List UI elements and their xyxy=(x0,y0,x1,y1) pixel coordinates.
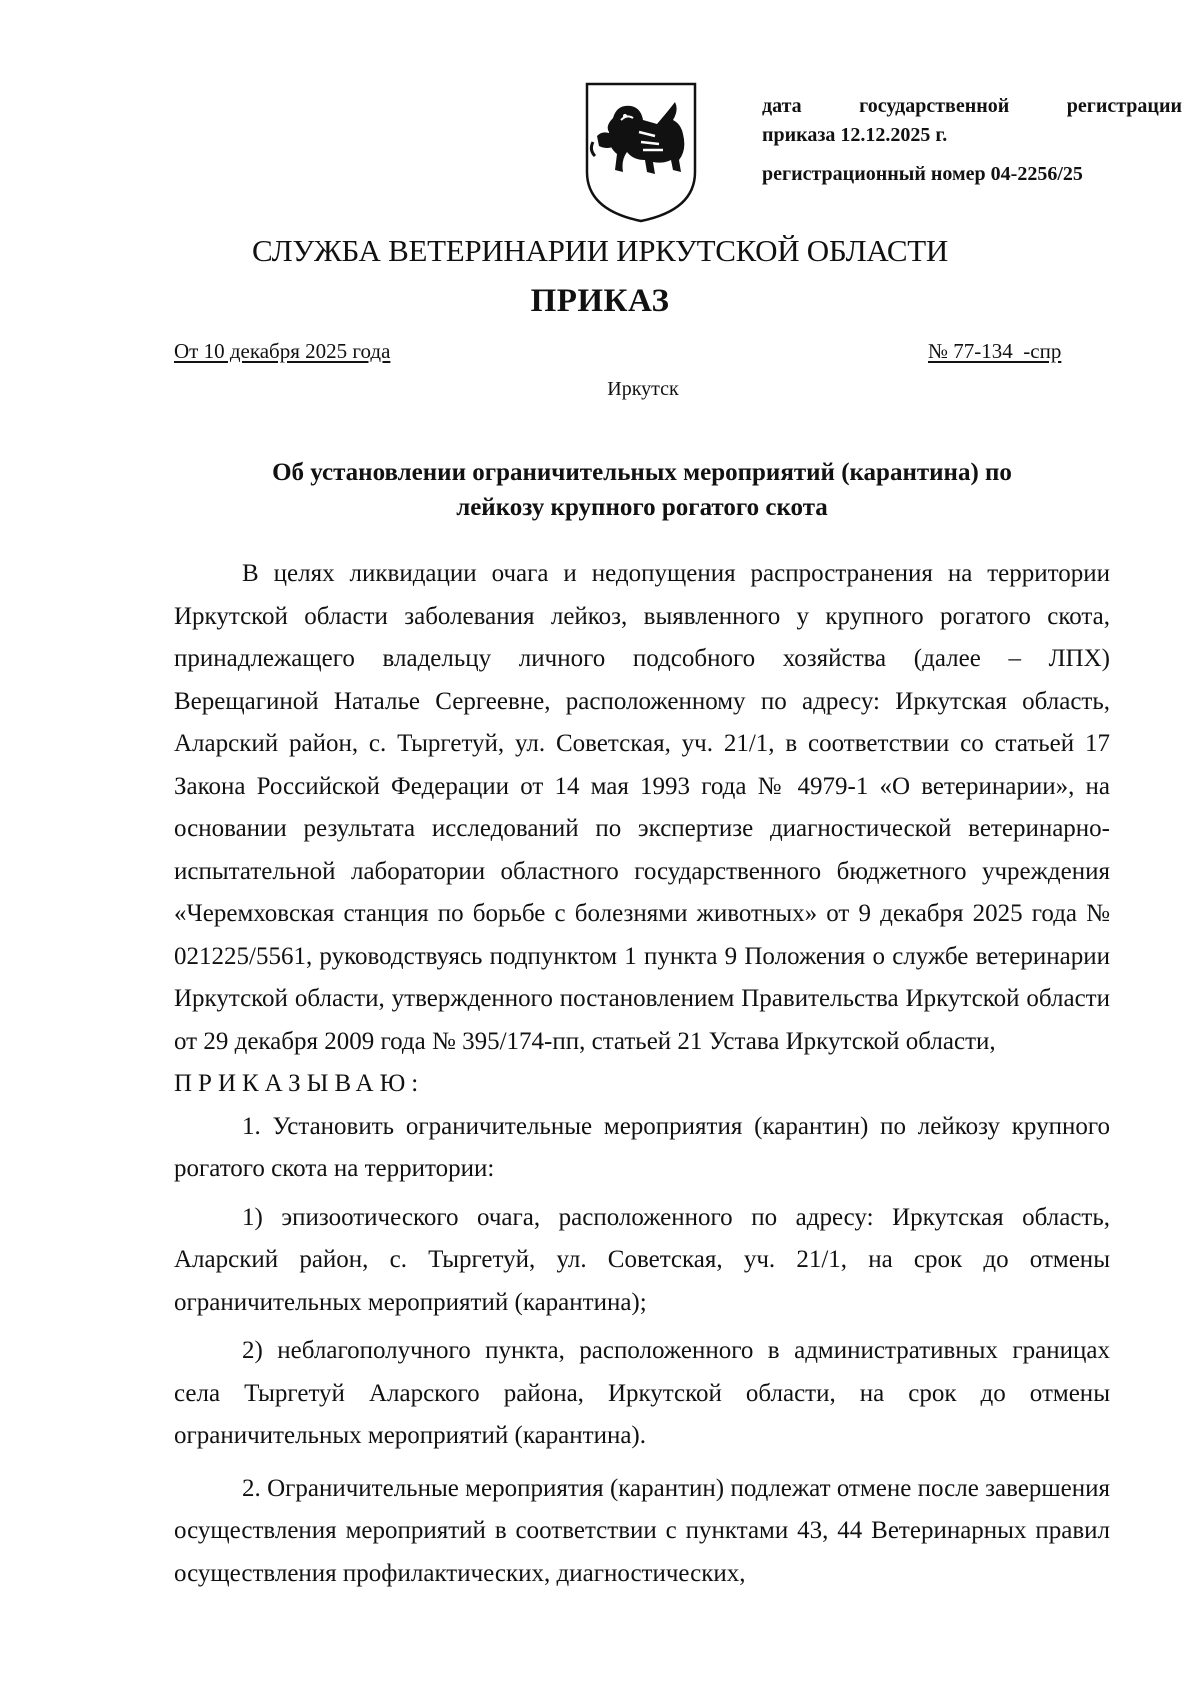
registration-date: приказа 12.12.2025 г. xyxy=(762,124,948,146)
subject-line-2: лейкозу крупного рогатого скота xyxy=(456,494,828,521)
order-word: ПРИКАЗЫВАЮ: xyxy=(174,1070,425,1097)
agency-name: СЛУЖБА ВЕТЕРИНАРИИ ИРКУТСКОЙ ОБЛАСТИ xyxy=(252,233,948,268)
order-number: № 77-134 -спр xyxy=(928,339,1062,363)
document-type: ПРИКАЗ xyxy=(530,283,670,319)
item-2: 2. Ограничительные мероприятия (карантин) подлежат отмене после завершения осуществления мероприятий в соответствии с пунктами 43, 44 Ветеринарных правил осуществления профилактических, диагностических, xyxy=(174,1474,1110,1587)
registration-info xyxy=(762,92,1182,189)
order-subject xyxy=(174,455,1110,525)
order-body xyxy=(174,553,1110,1595)
order-date: От 10 декабря 2025 года xyxy=(174,339,391,363)
registration-date-label: дата государственной регистрации xyxy=(762,95,1182,117)
irkutsk-coat-of-arms-icon xyxy=(583,80,699,225)
subject-line-1: Об установлении ограничительных мероприятий (карантина) по xyxy=(272,459,1012,486)
registration-number: регистрационный номер 04-2256/25 xyxy=(762,163,1083,185)
issue-city: Иркутск xyxy=(607,378,679,400)
item-1: 1. Установить ограничительные мероприятия (карантин) по лейкозу крупного рогатого скота на территории: xyxy=(174,1112,1110,1182)
preamble-paragraph: В целях ликвидации очага и недопущения распространения на территории Иркутской области заболевания лейкоз, выявленного у крупного рогатого скота, принадлежащего владельцу личного подсобного хозяйства (далее – ЛПХ) Верещагиной Наталье Сергеевне, расположенному по адресу: Иркутская область, Аларский район, с. Тыргетуй, ул. Советская, уч. 21/1, в соответствии со статьей 17 Закона Российской Федерации от 14 мая 1993 года № 4979-1 «О ветеринарии», на основании результата исследований по экспертизе диагностической ветеринарно-испытательной лаборатории областного государственного бюджетного учреждения «Черемховская станция по борьбе с болезнями животных» от 9 декабря 2025 года № 021225/5561, руководствуясь подпунктом 1 пункта 9 Положения о службе ветеринарии Иркутской области, утвержденного постановлением Правительства Иркутской области от 29 декабря 2009 года № 395/174-пп, статьей 21 Устава Иркутской области, xyxy=(174,560,1110,1055)
item-1-subitem-1: 1) эпизоотического очага, расположенного по адресу: Иркутская область, Аларский район, с. Тыргетуй, ул. Советская, уч. 21/1, на срок до отмены ограничительных мероприятий (карантина); xyxy=(174,1203,1110,1316)
item-1-subitem-2: 2) неблагополучного пункта, расположенного в административных границах села Тыргетуй Аларского района, Иркутской области, на срок до отмены ограничительных мероприятий (карантина). xyxy=(174,1337,1110,1449)
